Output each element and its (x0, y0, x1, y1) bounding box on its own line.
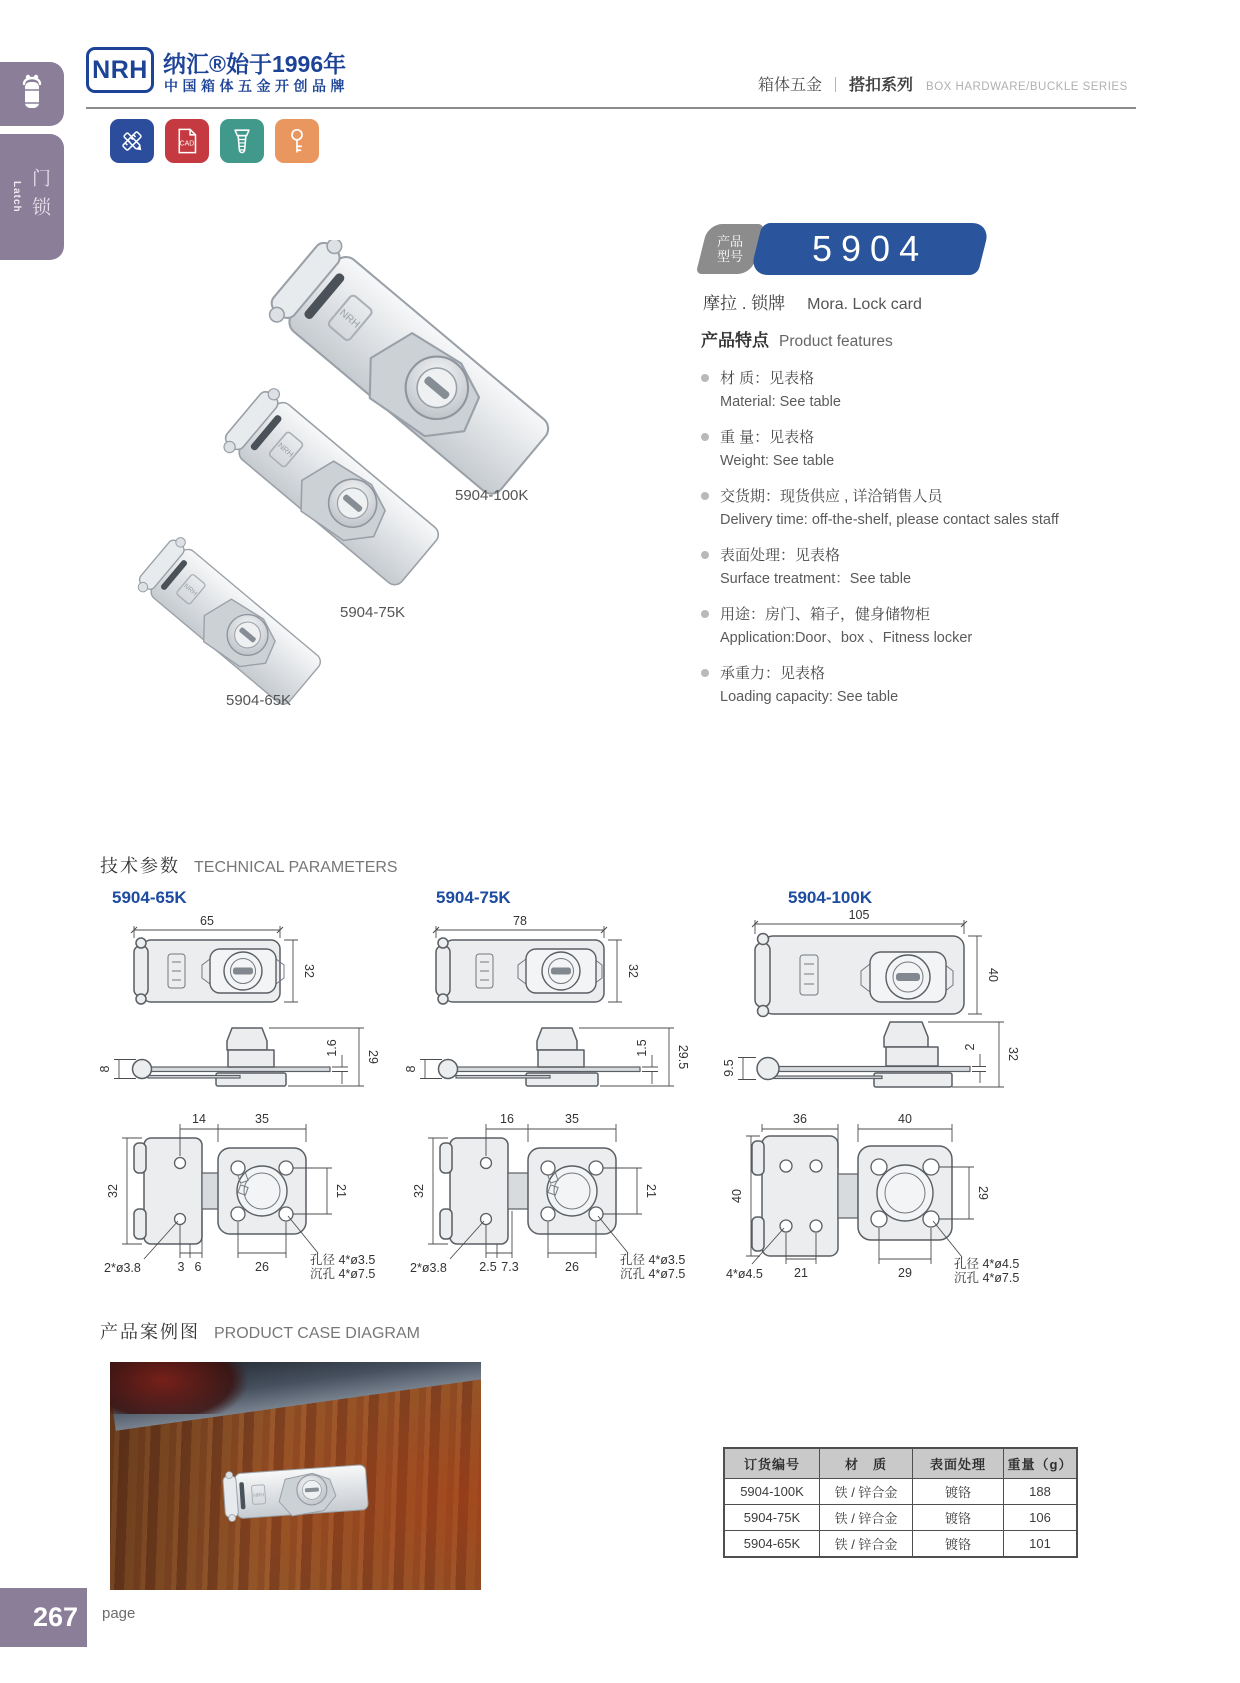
cell-surface: 镀铬 (913, 1531, 1004, 1558)
tech-model-65k: 5904-65K (112, 888, 187, 907)
sidebar-category-icon-block (0, 62, 64, 126)
tech-drawing-65k (92, 912, 392, 1297)
feature-item (701, 367, 1151, 414)
series-category: 箱体五金 (758, 77, 823, 94)
case-title-en: PRODUCT CASE DIAGRAM (214, 1325, 420, 1342)
feature-en: Application:Door、box 、Fitness locker (720, 630, 973, 646)
dim-label: 36 (793, 1112, 807, 1126)
case-section-title (100, 1318, 420, 1344)
bullet-icon (701, 492, 709, 500)
dim-label: 4*ø4.5 (726, 1267, 763, 1281)
dim-label: 40 (730, 1189, 744, 1203)
dim-label: 32 (302, 964, 316, 978)
feature-en: Loading capacity: See table (720, 689, 899, 705)
cell-weight: 188 (1004, 1479, 1078, 1505)
page-label: page (102, 1605, 136, 1622)
feature-zh: 重 量：见表格 (720, 429, 815, 446)
hole-note: 孔径 4*ø3.5 (310, 1253, 376, 1267)
dim-label: 35 (255, 1112, 269, 1126)
variant-label-100k: 5904-100K (455, 487, 529, 504)
sidebar-category-zh: 门锁 (29, 168, 50, 226)
sidebar-item-latch[interactable] (0, 134, 64, 260)
dim-label: 21 (644, 1184, 658, 1198)
bullet-icon (701, 669, 709, 677)
tech-drawing-100k (722, 908, 1032, 1297)
case-photo (110, 1362, 481, 1590)
page-number: 267 (32, 1602, 78, 1632)
series-name: 搭扣系列 (849, 77, 914, 94)
dim-label: 29 (366, 1050, 380, 1064)
sidebar-category-en: Latch (11, 181, 22, 213)
hole-note: 沉孔 4*ø7.5 (954, 1271, 1020, 1285)
dim-label: 78 (513, 914, 527, 928)
tech-model-75k: 5904-75K (436, 888, 511, 907)
model-badge (750, 223, 991, 275)
feature-item (701, 426, 1151, 473)
dim-label: 2 (963, 1043, 977, 1051)
series-divider: ｜ (828, 77, 844, 94)
dim-label: 26 (255, 1260, 269, 1274)
feature-item (701, 485, 1151, 532)
key-icon[interactable] (275, 119, 319, 163)
dim-label: 40 (986, 968, 1000, 982)
dim-label: 1.6 (325, 1039, 339, 1057)
cell-material: 铁 / 锌合金 (820, 1531, 913, 1558)
nrh-logo-text: NRH (92, 55, 148, 84)
table-row (724, 1531, 1077, 1558)
order-table (723, 1447, 1078, 1558)
dim-label: 29 (898, 1266, 912, 1280)
case-photo-latch (219, 1459, 372, 1524)
feature-zh: 交货期：现货供应 , 详洽销售人员 (720, 488, 943, 505)
order-table-header-row (724, 1448, 1077, 1479)
product-name-zh: 摩拉 . 锁牌 (703, 294, 786, 313)
hole-note: 沉孔 4*ø7.5 (310, 1267, 376, 1281)
variant-label-75k: 5904-75K (340, 604, 406, 621)
table-row (724, 1479, 1077, 1505)
case-title-zh: 产品案例图 (100, 1322, 200, 1342)
dim-label: 40 (898, 1112, 912, 1126)
col-header-weight: 重量（g） (1004, 1448, 1078, 1479)
variant-label-65k: 5904-65K (226, 692, 292, 709)
header-divider (86, 107, 1136, 109)
dim-label: 35 (565, 1112, 579, 1126)
cell-material: 铁 / 锌合金 (820, 1479, 913, 1505)
nrh-logo (86, 47, 154, 93)
series-breadcrumb (758, 72, 1128, 95)
dim-label: 21 (794, 1266, 808, 1280)
cell-surface: 镀铬 (913, 1479, 1004, 1505)
feature-en: Weight: See table (720, 453, 835, 469)
col-header-order-code: 订货编号 (724, 1448, 820, 1479)
dim-label: 29.5 (676, 1044, 690, 1070)
dim-label: 21 (334, 1184, 348, 1198)
dim-label: 3 (177, 1260, 185, 1274)
col-header-material: 材 质 (820, 1448, 913, 1479)
feature-en: Material: See table (720, 394, 841, 410)
tech-title-en: TECHNICAL PARAMETERS (194, 859, 398, 876)
dim-label: 14 (192, 1112, 206, 1126)
feature-en: Delivery time: off-the-shelf, please contact sales staff (720, 512, 1059, 528)
product-name-en: Mora. Lock card (807, 296, 922, 313)
feature-zh: 承重力：见表格 (720, 665, 826, 682)
cell-weight: 101 (1004, 1531, 1078, 1558)
drafting-tools-icon[interactable] (110, 119, 154, 163)
dim-label: 7.3 (501, 1260, 519, 1274)
dim-label: 26 (565, 1260, 579, 1274)
dim-label: 2.5 (479, 1260, 497, 1274)
cell-material: 铁 / 锌合金 (820, 1505, 913, 1531)
dim-label: 2*ø3.8 (410, 1261, 447, 1275)
dim-label: 29 (976, 1186, 990, 1200)
dim-label: 16 (500, 1112, 514, 1126)
series-name-en: BOX HARDWARE/BUCKLE SERIES (926, 81, 1128, 93)
dim-label: 1.5 (635, 1039, 649, 1057)
feature-en: Surface treatment：See table (720, 571, 912, 587)
dim-label: 105 (848, 908, 870, 922)
dim-label: 6 (194, 1260, 202, 1274)
feature-item (701, 544, 1151, 591)
hole-note: 孔径 4*ø3.5 (620, 1253, 686, 1267)
cell-surface: 镀铬 (913, 1505, 1004, 1531)
feature-zh: 材 质：见表格 (720, 370, 815, 387)
dim-label: 32 (1006, 1047, 1020, 1061)
feature-item (701, 603, 1151, 650)
cell-weight: 106 (1004, 1505, 1078, 1531)
badge-label-line2: 型号 (716, 249, 743, 264)
dim-label: 32 (106, 1184, 120, 1198)
page-number-badge (0, 1588, 87, 1647)
feature-icon-toolbar (110, 119, 319, 163)
cad-icon-label: CAD (179, 140, 195, 148)
tech-section-title (100, 852, 398, 878)
brand-slogan: 纳汇®始于1996年 (163, 51, 347, 77)
dim-label: 8 (98, 1065, 112, 1073)
product-photo-65k (133, 533, 326, 710)
tech-title-zh: 技术参数 (100, 856, 180, 876)
cell-order-code: 5904-65K (724, 1531, 820, 1558)
dim-label: 65 (200, 914, 214, 928)
product-features (701, 326, 1151, 721)
feature-zh: 表面处理：见表格 (720, 547, 841, 564)
badge-label-line1: 产品 (716, 234, 743, 249)
cell-order-code: 5904-100K (724, 1479, 820, 1505)
tech-drawing-75k (398, 912, 698, 1297)
bullet-icon (701, 433, 709, 441)
feature-item (701, 662, 1151, 709)
model-number: 5904 (811, 228, 929, 269)
features-title-zh: 产品特点 (701, 331, 769, 350)
cell-order-code: 5904-75K (724, 1505, 820, 1531)
cad-file-icon[interactable] (165, 119, 209, 163)
case-photo-clutter (110, 1362, 300, 1414)
col-header-surface: 表面处理 (913, 1448, 1004, 1479)
bullet-icon (701, 610, 709, 618)
dim-label: 32 (626, 964, 640, 978)
feature-zh: 用途：房门、箱子，健身储物柜 (720, 606, 931, 623)
product-photos: NRH (80, 240, 660, 720)
features-title-en: Product features (779, 333, 893, 350)
hole-note: 孔径 4*ø4.5 (954, 1257, 1020, 1271)
latch-icon (0, 62, 64, 126)
bullet-icon (701, 551, 709, 559)
hole-note: 沉孔 4*ø7.5 (620, 1267, 686, 1281)
bullet-icon (701, 374, 709, 382)
tech-model-100k: 5904-100K (788, 888, 873, 907)
table-row (724, 1505, 1077, 1531)
dim-label: 8 (404, 1065, 418, 1073)
dim-label: 9.5 (722, 1059, 736, 1077)
brand-subslogan: 中国箱体五金开创品牌 (164, 78, 349, 94)
dim-label: 2*ø3.8 (104, 1261, 141, 1275)
dim-label: 32 (412, 1184, 426, 1198)
screw-icon[interactable] (220, 119, 264, 163)
product-name (703, 289, 922, 314)
